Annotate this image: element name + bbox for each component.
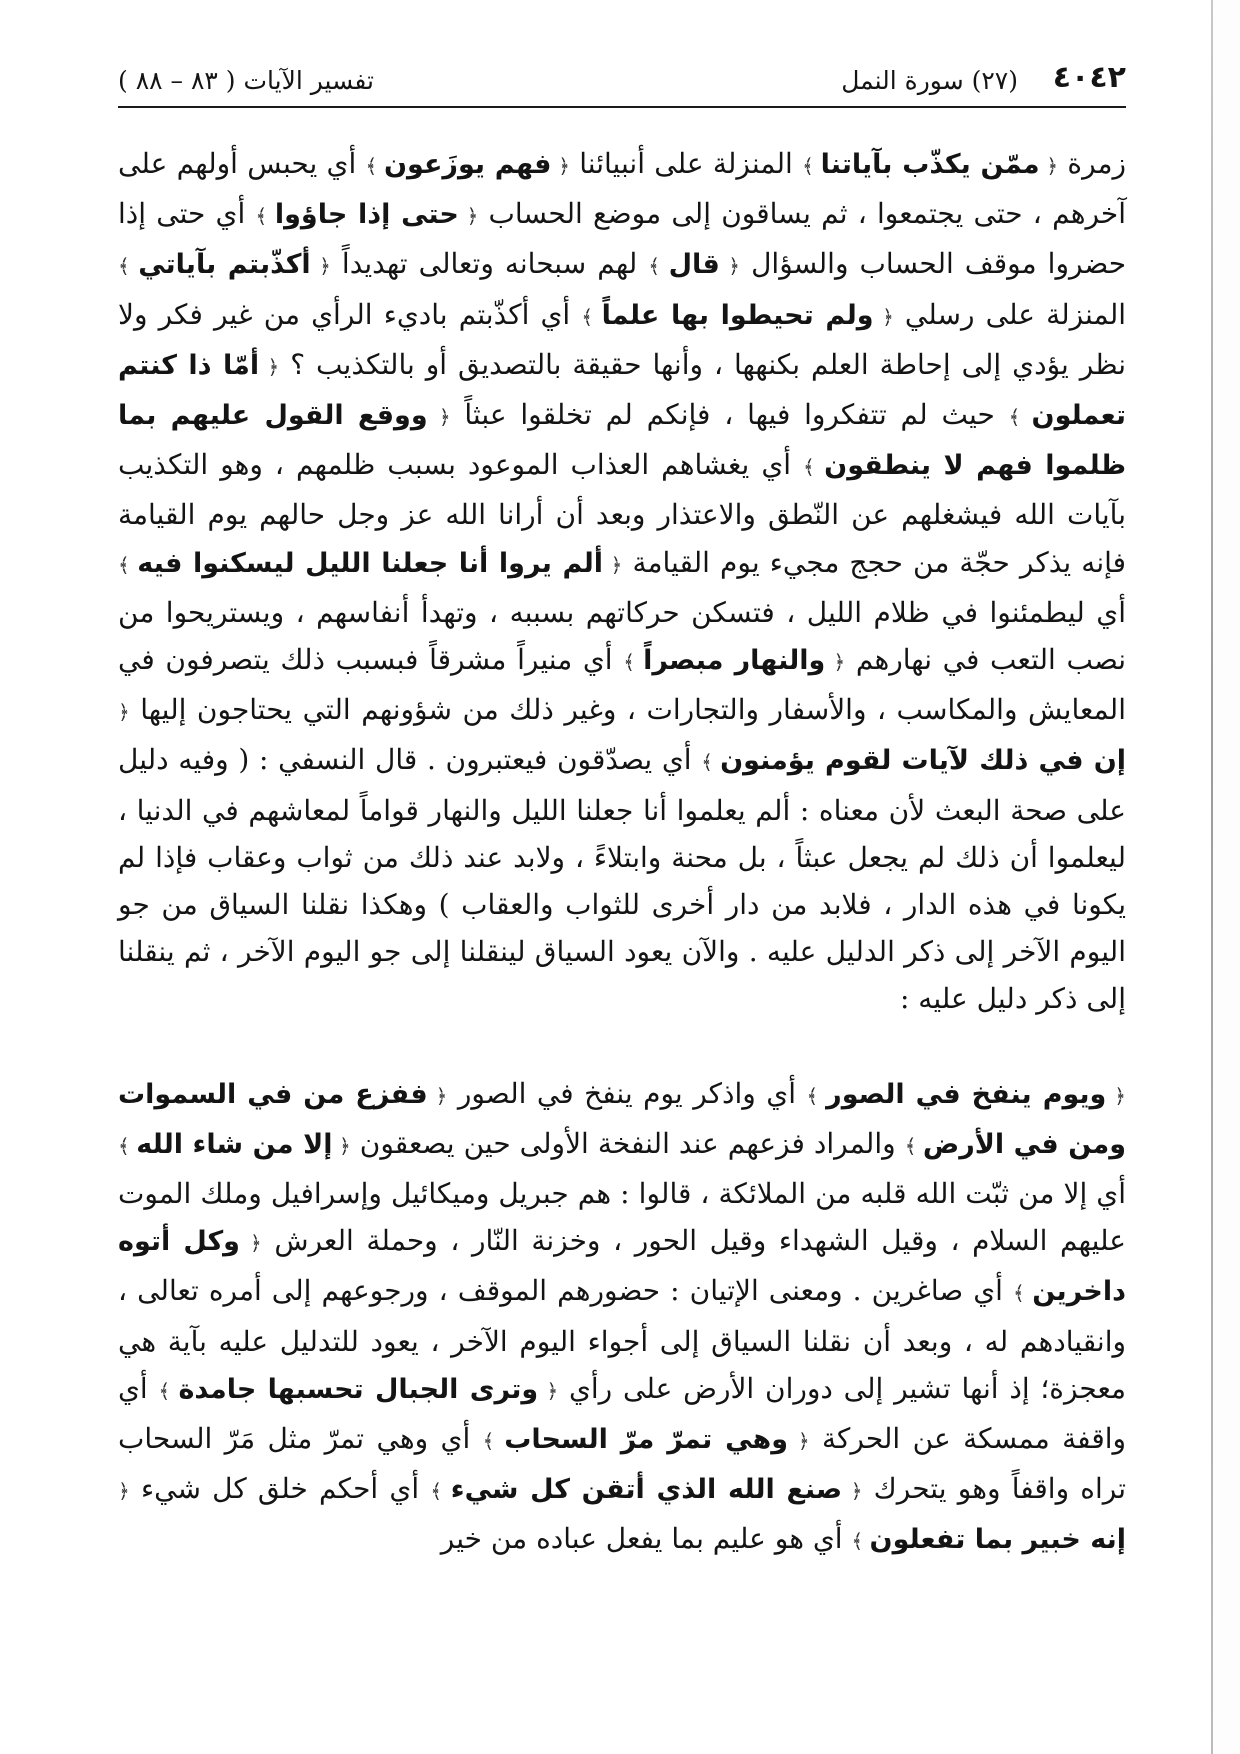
quran-quote-text: وهي تمرّ مرّ السحاب	[504, 1424, 788, 1456]
quran-quote-text: حتى إذا جاؤوا	[274, 199, 459, 231]
ornate-bracket-close: ﴾	[118, 1133, 137, 1158]
ornate-bracket-close: ﴾	[803, 455, 825, 480]
quran-quote-text: صنع الله الذي أتقن كل شيء	[450, 1474, 843, 1506]
commentary-text: زمرة	[1058, 147, 1127, 180]
quran-quote-text: ويوم ينفخ في الصور	[826, 1078, 1107, 1110]
ornate-bracket-close: ﴾	[802, 154, 821, 178]
section-title: تفسير الآيات ( ٨٣ – ٨٨ )	[118, 66, 374, 95]
tafsir-body	[118, 140, 1126, 1566]
quran-quote-text: والنهار مبصراً	[643, 645, 826, 677]
commentary-text: أي أكذّبتم باديء الرأي من غير فكر ولا نظر يؤدي إلى إحاطة العلم بكنهها ، وأنها حقيقة بالتصديق أو بالتكذيب ؟	[118, 297, 1126, 381]
ornate-bracket-close: ﴾	[118, 552, 138, 577]
commentary-text: أي يحبس أولهم على آخرهم ، حتى يجتمعوا ، ثم يساقون إلى موضع الحساب	[118, 147, 1127, 231]
ornate-bracket-close: ﴾	[482, 1429, 505, 1454]
commentary-text: أي وهي تمرّ مثل مَرّ السحاب تراه واقفاً وهو يتحرك	[118, 1422, 1127, 1506]
ornate-bracket-open: ﴿	[1039, 154, 1059, 178]
commentary-text: المنزلة على أنبيائنا	[569, 147, 803, 180]
quran-quote-text: أمّا ذا كنتم تعملون	[118, 349, 1127, 432]
commentary-text: المنزلة على رسلي	[893, 297, 1127, 331]
quran-quote-text: وكل أتوه داخرين	[118, 1226, 1127, 1308]
quran-quote	[648, 247, 740, 280]
ornate-bracket-close: ﴾	[118, 254, 139, 279]
ornate-bracket-open: ﴿	[551, 154, 570, 178]
quran-quote	[118, 247, 331, 280]
ornate-bracket-open: ﴿	[842, 1479, 863, 1504]
commentary-text: أي يصدّقون فيعتبرون . قال النسفي : ( وفيه دليل على صحة البعث لأن معناه : ألم يعلموا أنا جعلنا الليل والنهار قواماً لمعاشهم في الدنيا ، ليعلموا أن ذلك لم يجعل عبثاً ، بل محنة وابتلاءً ، ولابد عند ذلك من ثواب وعقاب فإذا لم يكونا في هذه الدار ، فلابد من دار أخرى للثواب والعقاب ) وهكذا نقلنا السياق من جو اليوم الآخر إلى ذكر الدليل عليه . والآن يعود السياق لينقلنا إلى جو اليوم الآخر ، ثم ينقلنا إلى ذكر دليل عليه :	[118, 743, 1126, 1016]
ornate-bracket-open: ﴿	[458, 204, 479, 229]
quran-quote-text: ووقع القول عليهم بما ظلموا فهم لا ينطقون	[118, 400, 1127, 482]
commentary-text: أي هو عليم بما يفعل عباده من خير	[440, 1522, 852, 1556]
ornate-bracket-open: ﴿	[239, 1231, 262, 1256]
header-rule	[118, 106, 1126, 108]
quran-quote	[623, 643, 845, 676]
running-header	[118, 62, 1126, 106]
ornate-bracket-close: ﴾	[851, 1529, 870, 1554]
ornate-bracket-open: ﴿	[538, 1378, 559, 1403]
ornate-bracket-close: ﴾	[1008, 405, 1032, 430]
quran-quote	[255, 197, 478, 230]
ornate-bracket-open: ﴿	[332, 1133, 351, 1158]
ornate-bracket-close: ﴾	[430, 1479, 451, 1504]
quran-quote	[118, 546, 622, 579]
ornate-bracket-open: ﴿	[873, 304, 894, 329]
ornate-bracket-open: ﴿	[118, 700, 130, 725]
quran-quote-text: ممّن يكذّب بآياتنا	[820, 149, 1040, 180]
ornate-bracket-open: ﴿	[310, 254, 331, 279]
ornate-bracket-close: ﴾	[623, 650, 644, 675]
commentary-text: أي منيراً مشرقاً فبسبب ذلك يتصرفون في المعايش والمكاسب ، والأسفار والتجارات ، وغير ذلك من شؤونهم التي يحتاجون إليها	[118, 643, 1126, 727]
quran-quote-text: ففزع من في السموات ومن في الأرض	[118, 1078, 1126, 1160]
page-edge-line	[1211, 0, 1213, 1754]
ornate-bracket-close: ﴾	[806, 1083, 827, 1108]
quran-quote-text: إلا من شاء الله	[136, 1128, 333, 1160]
commentary-text: أي ليطمئنوا في ظلام الليل ، فتسكن حركاتهم بسببه ، وتهدأ أنفاسهم ، ويستريحوا من نصب التعب في نهارهم	[118, 595, 1127, 677]
quran-quote	[159, 1372, 559, 1405]
scan-margin	[1213, 0, 1240, 1754]
ornate-bracket-close: ﴾	[648, 254, 669, 279]
commentary-text: أي إلا من ثبّت الله قلبه من الملائكة ، قالوا : هم جبريل وميكائيل وإسرافيل وملك الموت عليهم السلام ، وقيل الشهداء وقيل الحور ، وخزنة النّار ، وحملة العرش	[118, 1177, 1127, 1258]
quran-quote	[118, 1127, 351, 1160]
quran-quote-text: أكذّبتم بآياتي	[138, 249, 311, 281]
ornate-bracket-close: ﴾	[255, 204, 275, 229]
ornate-bracket-open: ﴿	[788, 1429, 810, 1454]
ornate-bracket-close: ﴾	[158, 1378, 179, 1403]
quran-quote-text: قال	[668, 249, 720, 281]
commentary-text: والمراد فزعهم عند النفخة الأولى حين يصعقون	[350, 1126, 905, 1160]
paragraph	[118, 1070, 1126, 1566]
quran-quote	[430, 1472, 862, 1505]
paragraph	[118, 140, 1126, 1023]
commentary-text: أي واذكر يوم ينفخ في الصور	[447, 1076, 807, 1110]
quran-quote	[802, 147, 1058, 180]
quran-quote-text: ولم تحيطوا بها علماً	[601, 299, 874, 331]
commentary-text: أي أحكم خلق كل شيء	[129, 1472, 431, 1506]
quran-quote	[366, 147, 570, 180]
commentary-text: حيث لم تتفكروا فيها ، فإنكم لم تخلقوا عبثاً	[450, 398, 1009, 432]
commentary-text: لهم سبحانه وتعالى تهديداً	[330, 247, 649, 281]
commentary-text: أي حتى إذا حضروا موقف الحساب والسؤال	[118, 197, 1127, 281]
ornate-bracket-open: ﴿	[118, 1479, 130, 1504]
quran-quote-text: فهم يوزَعون	[383, 149, 552, 180]
ornate-bracket-open: ﴿	[1106, 1083, 1127, 1108]
ornate-bracket-open: ﴿	[427, 405, 451, 430]
commentary-text: أي يغشاهم العذاب الموعود بسبب ظلمهم ، وهو التكذيب بآيات الله فيشغلهم عن النّطق والاعتذار وبعد أن أرانا الله عز وجل حالهم يوم القيامة فإنه يذكر حجّة من حجج مجيء يوم القيامة	[118, 448, 1127, 579]
ornate-bracket-close: ﴾	[1012, 1281, 1033, 1306]
ornate-bracket-close: ﴾	[701, 750, 721, 775]
quran-quote	[483, 1422, 810, 1455]
ornate-bracket-close: ﴾	[581, 304, 602, 329]
commentary-text: أي واقفة ممسكة عن الحركة	[118, 1371, 1126, 1456]
quran-quote	[806, 1077, 1126, 1110]
quran-quote-text: إنه خبير بما تفعلون	[869, 1524, 1126, 1556]
ornate-bracket-open: ﴿	[603, 552, 623, 577]
quran-quote	[581, 298, 893, 331]
ornate-bracket-open: ﴿	[259, 354, 280, 379]
page-number: ٤٠٤٢	[1052, 60, 1126, 95]
quran-quote-text: ألم يروا أنا جعلنا الليل ليسكنوا فيه	[137, 547, 604, 579]
quran-quote-text: وترى الجبال تحسبها جامدة	[178, 1373, 539, 1405]
ornate-bracket-close: ﴾	[904, 1133, 923, 1158]
surah-name: (٢٧) سورة النمل	[841, 66, 1018, 95]
ornate-bracket-close: ﴾	[365, 154, 384, 178]
ornate-bracket-open: ﴿	[719, 254, 741, 279]
commentary-text: أي صاغرين . ومعنى الإتيان : حضورهم الموقف ، ورجوعهم إلى أمره تعالى ، وانقيادهم له ، وبعد أن نقلنا السياق إلى أجواء اليوم الآخر ، يعود للتدليل عليه بآية هي معجزة؛ إذ أنها تشير إلى دوران الأرض على رأي	[118, 1274, 1127, 1405]
ornate-bracket-open: ﴿	[427, 1083, 448, 1108]
quran-quote-text: إن في ذلك لآيات لقوم يؤمنون	[720, 745, 1126, 777]
ornate-bracket-open: ﴿	[825, 650, 846, 675]
